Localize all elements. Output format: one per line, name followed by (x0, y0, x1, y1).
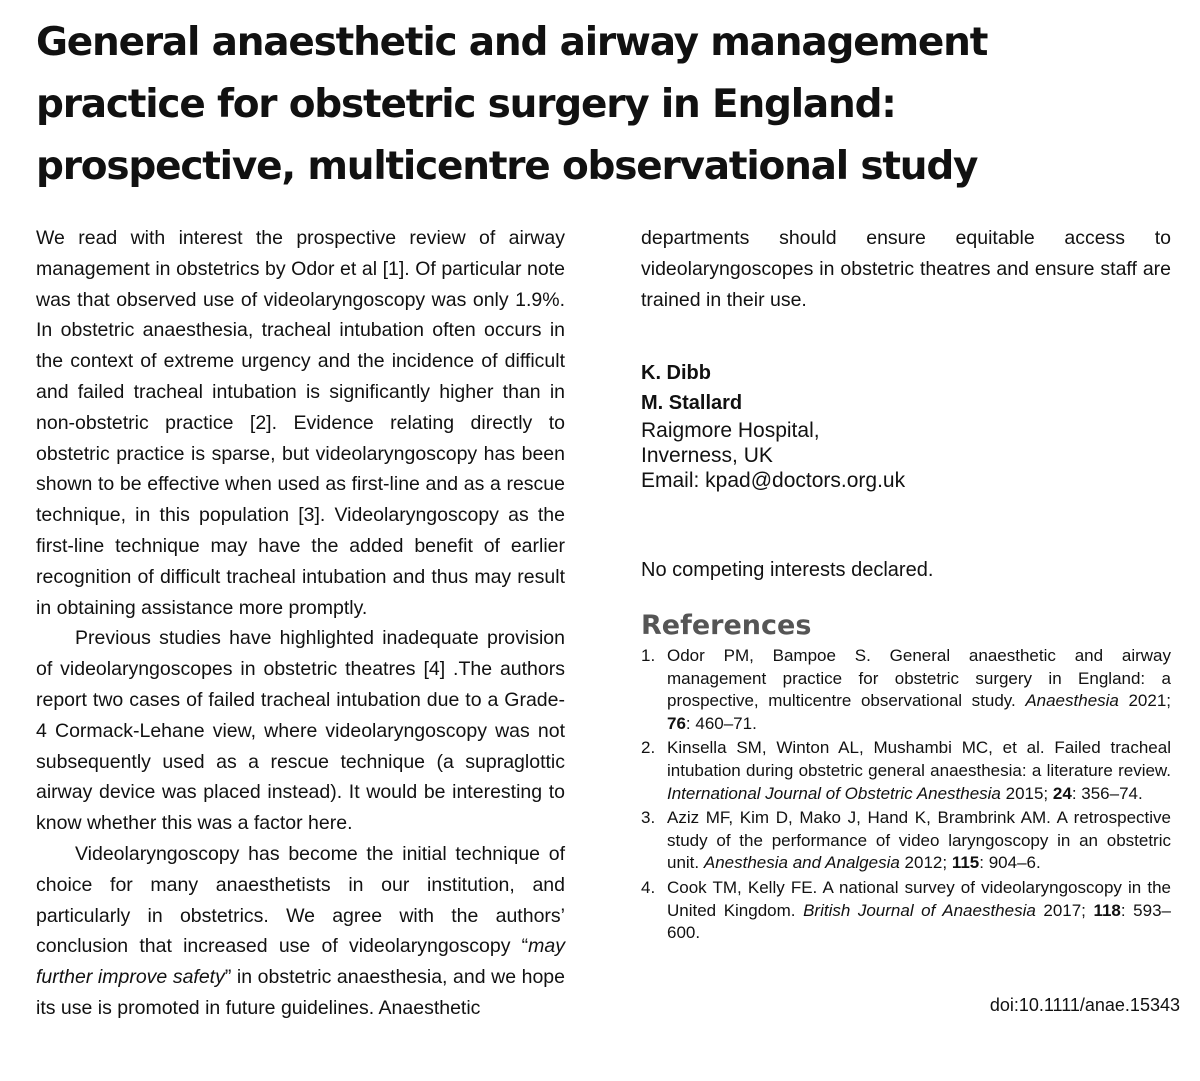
author-name-1: K. Dibb (641, 362, 711, 384)
body-paragraph-2: Previous studies have highlighted inadequate provision of videolaryngoscopes in obstetric theatres [4] .The authors report two cases of failed tracheal intubation due to a Grade-4 Cormack-Lehane view, where videolaryngoscopy was not subsequently used as a rescue technique (a supraglottic airway device was placed instead). It would be interesting to know whether this was a factor here. (36, 627, 565, 835)
reference-journal: Anaesthesia (1025, 691, 1119, 711)
reference-text: Aziz MF, Kim D, Mako J, Hand K, Brambrink AM. A retrospective study of the performance of video laryngoscopy in an obstetric unit. (667, 808, 1171, 873)
reference-volume: 76 (667, 713, 686, 733)
reference-item (641, 737, 1171, 805)
reference-journal: Anesthesia and Analgesia (703, 853, 900, 873)
reference-number: 4. (641, 877, 656, 897)
reference-pages: : 904–6. (979, 853, 1041, 873)
right-column (641, 223, 1171, 315)
reference-item (641, 877, 1171, 945)
left-column (36, 223, 565, 1024)
reference-year: 2012; (899, 853, 952, 873)
affiliation-institution: Raigmore Hospital, (641, 419, 820, 442)
reference-item (641, 807, 1171, 875)
reference-volume: 115 (951, 853, 980, 873)
reference-text: Odor PM, Bampoe S. General anaesthetic and airway management practice for obstetric surgery in England: a prospective, multicentre observational study. (667, 646, 1171, 711)
reference-year: 2017; (1035, 900, 1094, 920)
doi-link[interactable]: doi:10.1111/anae.15343 (989, 995, 1180, 1015)
article-title: General anaesthetic and airway management practice for obstetric surgery in England: prospective, multicentre observational study (36, 20, 988, 189)
author-email: Email: kpad@doctors.org.uk (641, 469, 906, 492)
affiliation-location: Inverness, UK (641, 444, 773, 467)
reference-journal: British Journal of Anaesthesia (803, 900, 1036, 920)
reference-journal: International Journal of Obstetric Anesthesia (667, 783, 1001, 803)
reference-year: 2015; (1000, 783, 1053, 803)
competing-interests: No competing interests declared. (641, 559, 934, 581)
reference-text: Cook TM, Kelly FE. A national survey of videolaryngoscopy in the United Kingdom. (667, 877, 1171, 920)
reference-volume: 118 (1093, 900, 1121, 920)
body-paragraph-3 (36, 839, 565, 1024)
author-name-2: M. Stallard (641, 392, 743, 414)
p3-text-start: Videolaryngoscopy has become the initial technique of choice for many anaesthetists in our institution, and particularly in obstetrics. We agree with the authors’ conclusion that increased use of videolaryngoscopy “ (36, 842, 565, 958)
body-paragraph-3-continued: departments should ensure equitable access to videolaryngoscopes in obstetric theatres and ensure staff are trained in their use. (641, 227, 1171, 311)
author-block (641, 358, 905, 493)
reference-pages: : 593–600. (667, 900, 1171, 943)
reference-item (641, 645, 1171, 735)
references-heading: References (641, 610, 812, 641)
p3-quote: may further improve safety (36, 935, 565, 989)
reference-list (641, 645, 1171, 947)
reference-pages: : 356–74. (1071, 783, 1143, 803)
reference-year: 2021; (1118, 691, 1172, 711)
body-paragraph-1: We read with interest the prospective review of airway management in obstetrics by Odor et al [1]. Of particular note was that observed use of videolaryngoscopy was only 1.9%. In obstetric anaesthesia, tracheal intubation often occurs in the context of extreme urgency and the incidence of difficult and failed tracheal intubation is significantly higher than in non-obstetric practice [2]. Evidence relating directly to obstetric practice is sparse, but videolaryngoscopy has been shown to be effective when used as first-line and as a rescue technique, in this population [3]. Videolaryngoscopy as the first-line technique may have the added benefit of earlier recognition of difficult tracheal intubation and thus may result in obtaining assistance more promptly. (36, 227, 565, 619)
reference-volume: 24 (1052, 783, 1072, 803)
reference-number: 3. (641, 808, 656, 828)
reference-number: 2. (641, 738, 656, 758)
reference-text: Kinsella SM, Winton AL, Mushambi MC, et al. Failed tracheal intubation during obstetric general anaesthesia: a literature review. (667, 738, 1171, 780)
reference-pages: : 460–71. (685, 713, 757, 733)
reference-number: 1. (641, 646, 656, 665)
p3-text-end: ” in obstetric anaesthesia, and we hope its use is promoted in future guidelines. Anaesthetic (36, 966, 565, 1019)
